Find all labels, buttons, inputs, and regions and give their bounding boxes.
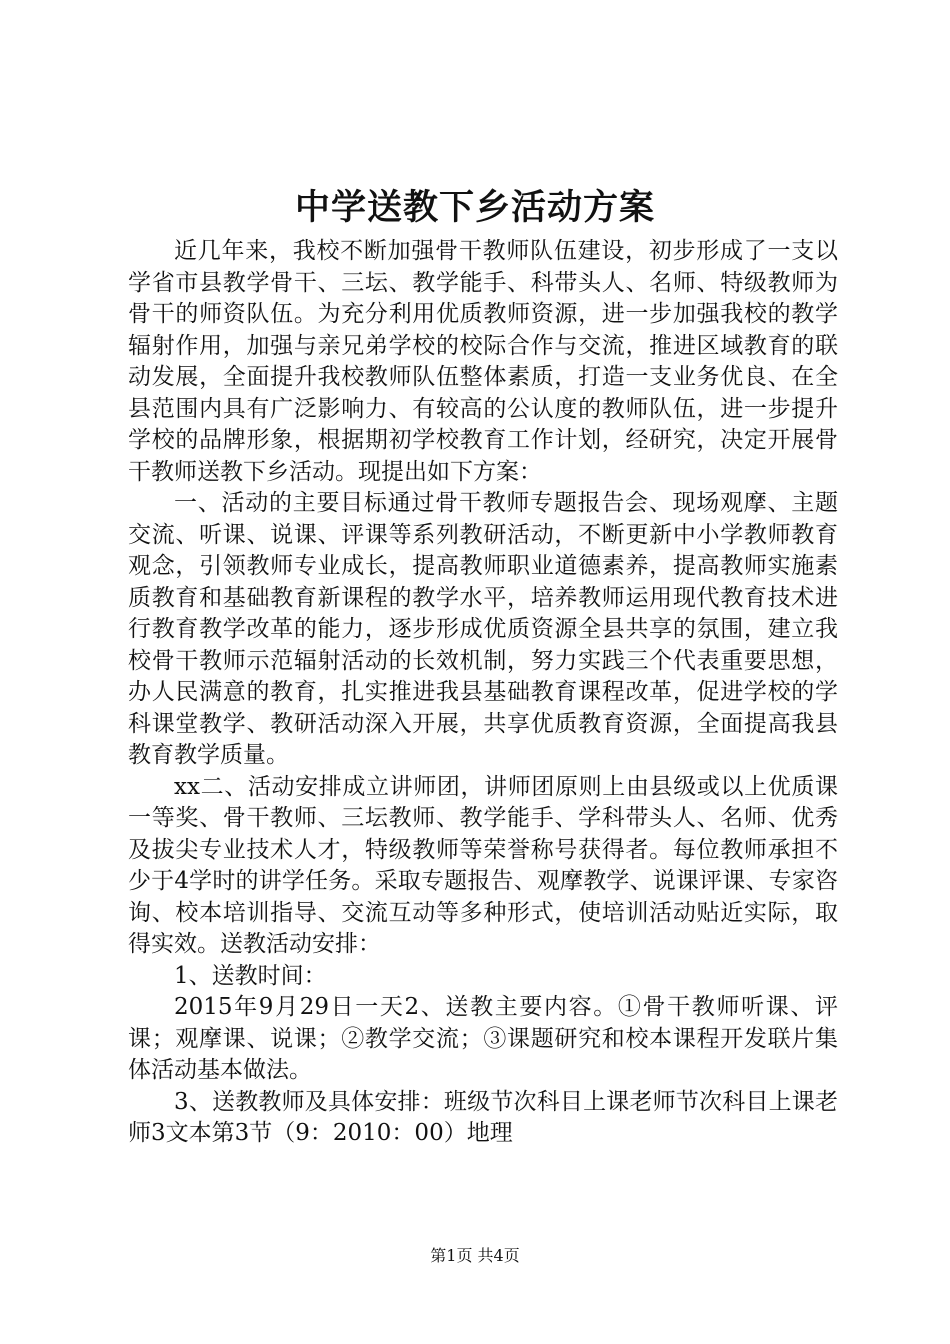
page-indicator: 第1页 共4页 — [430, 1246, 520, 1265]
paragraph-intro: 近几年来，我校不断加强骨干教师队伍建设，初步形成了一支以学省市县教学骨干、三坛、教学能手、科带头人、名师、特级教师为骨干的师资队伍。为充分利用优质教师资源，进一步加强我校的教学辐射作用，加强与亲兄弟学校的校际合作与交流，推进区域教育的联动发展，全面提升我校教师队伍整体素质，打造一支业务优良、在全县范围内具有广泛影响力、有较高的公认度的教师队伍，进一步提升学校的品牌形象，根据期初学校教育工作计划，经研究，决定开展骨干教师送教下乡活动。现提出如下方案： — [128, 238, 838, 485]
paragraph-arrangement: xx二、活动安排成立讲师团，讲师团原则上由县级或以上优质课一等奖、骨干教师、三坛教师、教学能手、学科带头人、名师、优秀及拔尖专业技术人才，特级教师等荣誉称号获得者。每位教师承担不少于4学时的讲学任务。采取专题报告、观摩教学、说课评课、专家咨询、校本培训指导、交流互动等多种形式，使培训活动贴近实际，取得实效。送教活动安排： — [128, 773, 838, 957]
paragraph-time-heading: 1、送教时间： — [174, 962, 327, 989]
paragraph-goals: 一、活动的主要目标通过骨干教师专题报告会、现场观摩、主题交流、听课、说课、评课等系列教研活动，不断更新中小学教师教育观念，引领教师专业成长，提高教师职业道德素养，提高教师实施素质教育和基础教育新课程的教学水平，培养教师运用现代教育技术进行教育教学改革的能力，逐步形成优质资源全县共享的氛围，建立我校骨干教师示范辐射活动的长效机制，努力实践三个代表重要思想，办人民满意的教育，扎实推进我县基础教育课程改革，促进学校的学科课堂教学、教研活动深入开展，共享优质教育资源，全面提高我县教育教学质量。 — [128, 490, 838, 768]
document-body — [128, 236, 838, 1150]
document-title: 中学送教下乡活动方案 — [294, 187, 655, 228]
paragraph-time-content: 2015年9月29日一天2、送教主要内容。①骨干教师听课、评课；观摩课、说课；②教学交流；③课题研究和校本课程开发联片集体活动基本做法。 — [128, 994, 838, 1083]
paragraph-teachers: 3、送教教师及具体安排：班级节次科目上课老师节次科目上课老师3文本第3节（9：2010：00）地理 — [128, 1088, 838, 1146]
